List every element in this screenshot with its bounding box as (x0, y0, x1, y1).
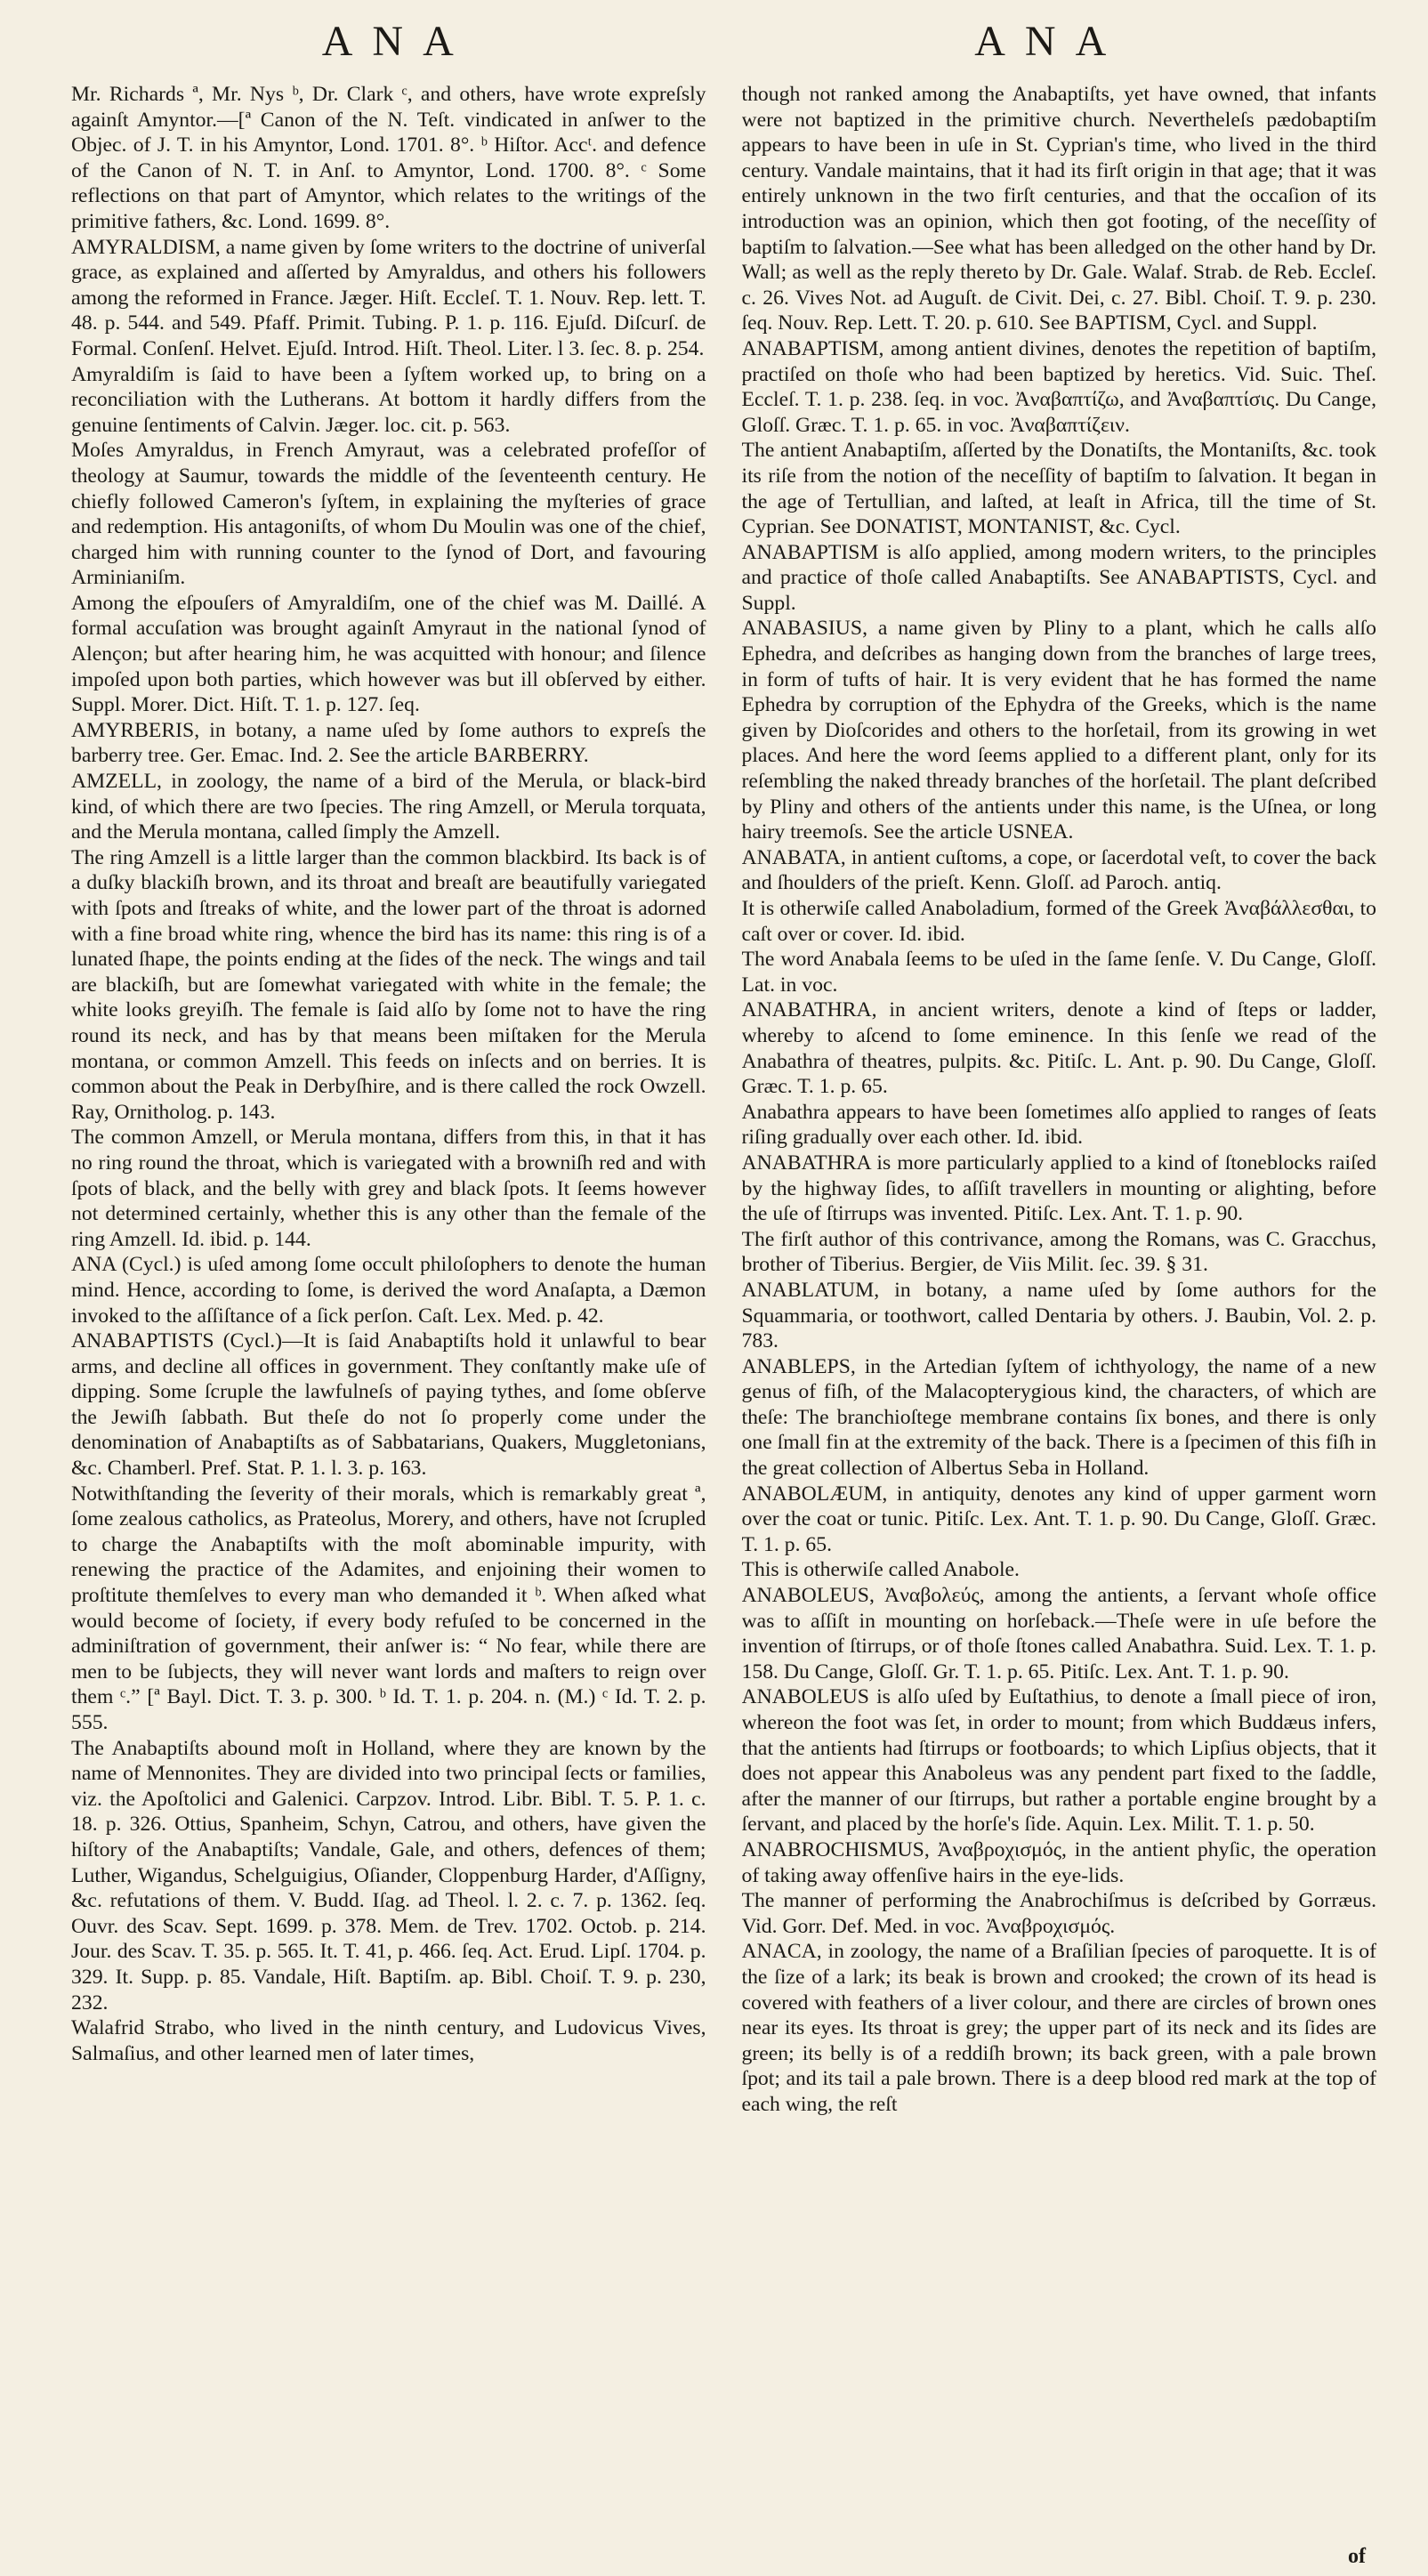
entry-paragraph: Moſes Amyraldus, in French Amyraut, was a celebrated profeſſor of theology at Saumur, towards the middle of the ſeventeenth century. He chiefly followed Cameron's ſyſtem, in explaining the myſteries of grace and redemption. His antagoniſts, of whom Du Moulin was one of the chief, charged him with running counter to the ſynod of Dort, and favouring Arminianiſm. (71, 439, 706, 590)
entry-paragraph: The manner of performing the Anabrochiſmus is deſcribed by Gorræus. Vid. Gorr. Def. Med. in voc. Ἀναβροχισμός. (741, 1889, 1376, 1938)
running-head-left: ANA (321, 17, 473, 65)
entry-paragraph: AMZELL, in zoology, the name of a bird of the Merula, or black-bird kind, of which there are two ſpecies. The ring Amzell, or Merula torquata, and the Merula montana, called ſimply the Amzell. (71, 770, 706, 844)
entry-paragraph: ANABOLEUS is alſo uſed by Euſtathius, to denote a ſmall piece of iron, whereon the foot was ſet, in order to mount; from which Buddæus infers, that the antients had ſtirrups or footboards; to which Lipſius objects, that it does not appear this Anaboleus was any pendent part fixed to the ſaddle, after the manner of our ſtirrups, but rather a portable engine brought by a ſervant, and placed by the horſe's ſide. Aquin. Lex. Milit. T. 1. p. 50. (741, 1685, 1376, 1837)
catchword: of (1348, 2545, 1366, 2568)
entry-paragraph: Among the eſpouſers of Amyraldiſm, one of the chief was M. Daillé. A formal accuſation was brought againſt Amyraut in the national ſynod of Alençon; but after hearing him, he was acquitted with honour; and ſilence impoſed upon both parties, which however was but ill obſerved by either. Suppl. Morer. Dict. Hiſt. T. 1. p. 127. ſeq. (71, 591, 706, 717)
entry-paragraph: The common Amzell, or Merula montana, differs from this, in that it has no ring round the throat, which is variegated with a browniſh red and with ſpots of black, and the belly with grey and black ſpots. It ſeems however not determined certainly, whether this is any other than the female of the ring Amzell. Id. ibid. p. 144. (71, 1126, 706, 1251)
running-head-right: ANA (974, 17, 1126, 65)
entry-paragraph: It is otherwiſe called Anaboladium, formed of the Greek Ἀναβάλλεσθαι, to caſt over or cover. Id. ibid. (741, 897, 1376, 946)
entry-paragraph: AMYRBERIS, in botany, a name uſed by ſome authors to expreſs the barberry tree. Ger. Emac. Ind. 2. See the article BARBERRY. (71, 718, 706, 768)
entry-paragraph: ANABAPTISM is alſo applied, among modern writers, to the principles and practice of thoſe called Anabaptiſts. See ANABAPTISTS, Cycl. and Suppl. (741, 540, 1376, 615)
running-head (71, 0, 1376, 82)
entry-paragraph: Anabathra appears to have been ſometimes alſo applied to ranges of ſeats riſing gradually over each other. Id. ibid. (741, 1100, 1376, 1150)
entry-paragraph: The word Anabala ſeems to be uſed in the ſame ſenſe. V. Du Cange, Gloſſ. Lat. in voc. (741, 948, 1376, 997)
entry-paragraph: The ring Amzell is a little larger than the common blackbird. Its back is of a duſky blackiſh brown, and its throat and breaſt are beautifully variegated with ſpots and ſtreaks of white, and the lower part of the throat is adorned with a fine broad white ring, whence the bird has its name: this ring is of a lunated ſhape, the points ending at the ſides of the neck. The wings and tail are blackiſh, but are ſomewhat variegated with white in the female; the white looks greyiſh. The female is ſaid alſo by ſome not to have the ring round its neck, and has by that means been miſtaken for the Merula montana, or common Amzell. This feeds on inſects and on berries. It is common about the Peak in Derbyſhire, and is there called the rock Owzell. Ray, Ornitholog. p. 143. (71, 845, 706, 1124)
entry-paragraph: Notwithſtanding the ſeverity of their morals, which is remarkably great ª, ſome zealous catholics, as Prateolus, Morery, and others, have not ſcrupled to charge the Anabaptiſts with the moſt abominable impurity, with renewing the practice of the Adamites, and enjoining their women to proſtitute themſelves to every man who demanded it ᵇ. When aſked what would become of ſociety, if every body refuſed to be concerned in the adminiſtration of government, their anſwer is: “ No fear, while there are men to be ſubjects, they will never want lords and maſters to reign over them ᶜ.” [ª Bayl. Dict. T. 3. p. 300. ᵇ Id. T. 1. p. 204. n. (M.) ᶜ Id. T. 2. p. 555. (71, 1482, 706, 1734)
entry-paragraph: ANABLEPS, in the Artedian ſyſtem of ichthyology, the name of a new genus of fiſh, of the Malacopterygious kind, the characters, of which are theſe: The branchioſtege membrane contains ſix bones, and there is only one ſmall fin at the extremity of the back. There is a ſpecimen of this fiſh in the great collection of Albertus Seba in Holland. (741, 1354, 1376, 1481)
text-columns (71, 82, 1376, 2118)
entry-paragraph: Mr. Richards ª, Mr. Nys ᵇ, Dr. Clark ᶜ, and others, have wrote expreſsly againſt Amyntor.—[ª Canon of the N. Teſt. vindicated in anſwer to the Objec. of J. T. in his Amyntor, Lond. 1701. 8°. ᵇ Hiſtor. Accᵗ. and defence of the Canon of N. T. in Anſ. to Amyntor, Lond. 1700. 8°. ᶜ Some reflections on that part of Amyntor, which relates to the writings of the primitive fathers, &c. Lond. 1699. 8°. (71, 83, 706, 233)
entry-paragraph: ANABLATUM, in botany, a name uſed by ſome authors for the Squammaria, or toothwort, called Dentaria by others. J. Baubin, Vol. 2. p. 783. (741, 1278, 1376, 1353)
entry-paragraph: ANA (Cycl.) is uſed among ſome occult philoſophers to denote the human mind. Hence, according to ſome, is derived the word Anaſapta, a Dæmon invoked to the aſſiſtance of a ſick perſon. Caſt. Lex. Med. p. 42. (71, 1253, 706, 1328)
entry-paragraph: Walafrid Strabo, who lived in the ninth century, and Ludovicus Vives, Salmaſius, and other learned men of later times, (71, 2016, 706, 2065)
entry-paragraph: Amyraldiſm is ſaid to have been a ſyſtem worked up, to bring on a reconciliation with the Lutherans. At bottom it hardly differs from the genuine ſentiments of Calvin. Jæger. loc. cit. p. 563. (71, 362, 706, 437)
entry-paragraph: ANABROCHISMUS, Ἀναβροχισμός, in the antient phyſic, the operation of taking away offenſive hairs in the eye-lids. (741, 1837, 1376, 1887)
entry-paragraph: The firſt author of this contrivance, among the Romans, was C. Gracchus, brother of Tiberius. Bergier, de Viis Milit. ſec. 39. § 31. (741, 1227, 1376, 1277)
entry-paragraph: ANABATHRA is more particularly applied to a kind of ſtoneblocks raiſed by the highway ſides, to aſſiſt travellers in mounting or alighting, before the uſe of ſtirrups was invented. Pitiſc. Lex. Ant. T. 1. p. 90. (741, 1151, 1376, 1226)
entry-paragraph: ANABAPTISM, among antient divines, denotes the repetition of baptiſm, practiſed on thoſe who had been baptized by heretics. Vid. Suic. Theſ. Eccleſ. T. 1. p. 238. ſeq. in voc. Ἀναβαπτίζω, and Ἀναβαπτίσις. Du Cange, Gloſſ. Græc. T. 1. p. 65. in voc. Ἀναβαπτίζειν. (741, 336, 1376, 437)
entry-paragraph: AMYRALDISM, a name given by ſome writers to the doctrine of univerſal grace, as explained and aſſerted by Amyraldus, and others his followers among the reformed in France. Jæger. Hiſt. Eccleſ. T. 1. Nouv. Rep. lett. T. 48. p. 544. and 549. Pfaff. Primit. Tubing. P. 1. p. 116. Ejuſd. Diſcurſ. de Formal. Conſenſ. Helvet. Ejuſd. Introd. Hiſt. Theol. Liter. l 3. ſec. 8. p. 254. (71, 235, 706, 360)
entry-paragraph: The Anabaptiſts abound moſt in Holland, where they are known by the name of Mennonites. They are divided into two principal ſects or families, viz. the Apoſtolici and Galenici. Carpzov. Introd. Libr. Bibl. T. 5. P. 1. c. 18. p. 326. Ottius, Spanheim, Schyn, Catrou, and others, have given the hiſtory of the Anabaptiſts; Vandale, Gale, and others, defences of them; Luther, Wigandus, Schelguigius, Oſiander, Cloppenburg Harder, d'Aſſigny, &c. refutations of them. V. Budd. Iſag. ad Theol. l. 2. c. 7. p. 1362. ſeq. Ouvr. des Scav. Sept. 1699. p. 378. Mem. de Trev. 1702. Octob. p. 214. Jour. des Scav. T. 35. p. 565. It. T. 41, p. 466. ſeq. Act. Erud. Lipſ. 1704. p. 329. It. Supp. p. 85. Vandale, Hiſt. Baptiſm. ap. Bibl. Choiſ. T. 9. p. 230, 232. (71, 1736, 706, 2015)
entry-paragraph: The antient Anabaptiſm, aſſerted by the Donatiſts, the Montaniſts, &c. took its riſe from the notion of the neceſſity of baptiſm to ſalvation. It began in the age of Tertullian, and laſted, at leaſt in Africa, till the time of St. Cyprian. See DONATIST, MONTANIST, &c. Cycl. (741, 439, 1376, 539)
right-column (742, 82, 1377, 2118)
entry-paragraph: ANABATA, in antient cuſtoms, a cope, or ſacerdotal veſt, to cover the back and ſhoulders of the prieſt. Kenn. Gloſſ. ad Paroch. antiq. (741, 845, 1376, 895)
entry-paragraph: though not ranked among the Anabaptiſts, yet have owned, that infants were not baptized in the primitive church. Nevertheleſs pædobaptiſm appears to have been in uſe in St. Cyprian's time, who lived in the third century. Vandale maintains, that it had its firſt origin in that age; that it was entirely unknown in the two firſt centuries, and that the occaſion of its introduction was an opinion, which then got footing, of the neceſſity of baptiſm to ſalvation.—See what has been alledged on the other hand by Dr. Wall; as well as the reply thereto by Dr. Gale. Walaf. Strab. de Reb. Eccleſ. c. 26. Vives Not. ad Auguſt. de Civit. Dei, c. 27. Bibl. Choiſ. T. 9. p. 230. ſeq. Nouv. Rep. Lett. T. 20. p. 610. See BAPTISM, Cycl. and Suppl. (741, 83, 1376, 335)
entry-paragraph: ANABOLEUS, Ἀναβολεύς, among the antients, a ſervant whoſe office was to aſſiſt in mounting on horſeback.—Theſe were in uſe before the invention of ſtirrups, or of thoſe ſtones called Anabathra. Suid. Lex. T. 1. p. 158. Du Cange, Gloſſ. Gr. T. 1. p. 65. Pitiſc. Lex. Ant. T. 1. p. 90. (741, 1584, 1376, 1684)
entry-paragraph: ANABASIUS, a name given by Pliny to a plant, which he calls alſo Ephedra, and deſcribes as hanging down from the branches of large trees, in form of tufts of hair. It is very evident that he has formed the name Ephedra by corruption of the Ephydra of the Greeks, which is the name given by Dioſcorides and others to the horſetail, from its growing in wet places. And here the word ſeems applied to a different plant, only for its reſembling the naked thready branches of the horſetail. The plant deſcribed by Pliny and others of the antients under this name, is the Uſnea, or long hairy treemoſs. See the article USNEA. (741, 617, 1376, 844)
entry-paragraph: ANABOLÆUM, in antiquity, denotes any kind of upper garment worn over the coat or tunic. Pitiſc. Lex. Ant. T. 1. p. 90. Du Cange, Gloſſ. Græc. T. 1. p. 65. (741, 1482, 1376, 1556)
entry-paragraph: This is otherwiſe called Anabole. (741, 1558, 1020, 1582)
left-column (71, 82, 706, 2118)
entry-paragraph: ANABAPTISTS (Cycl.)—It is ſaid Anabaptiſts hold it unlawful to bear arms, and decline all offices in government. They conſtantly make uſe of dipping. Some ſcruple the lawfulneſs of paying tythes, and ſome obſerve the Jewiſh ſabbath. But theſe do not ſo properly come under the denomination of Anabaptiſts as of Sabbatarians, Quakers, Muggletonians, &c. Chamberl. Pref. Stat. P. 1. l. 3. p. 163. (71, 1329, 706, 1481)
entry-paragraph: ANABATHRA, in ancient writers, denote a kind of ſteps or ladder, whereby to aſcend to ſome eminence. In this ſenſe we read of the Anabathra of theatres, pulpits. &c. Pitiſc. L. Ant. p. 90. Du Cange, Gloſſ. Græc. T. 1. p. 65. (741, 998, 1376, 1099)
entry-paragraph: ANACA, in zoology, the name of a Braſilian ſpecies of paroquette. It is of the ſize of a lark; its beak is brown and crooked; the crown of its head is covered with feathers of a liver colour, and there are circles of brown ones near its eyes. Its throat is grey; the upper part of its neck and its ſides are green; its belly is of a reddiſh brown; its back green, with a pale brown ſpot; and its tail a pale brown. There is a deep blood red mark at the top of each wing, the reſt (741, 1940, 1376, 2116)
